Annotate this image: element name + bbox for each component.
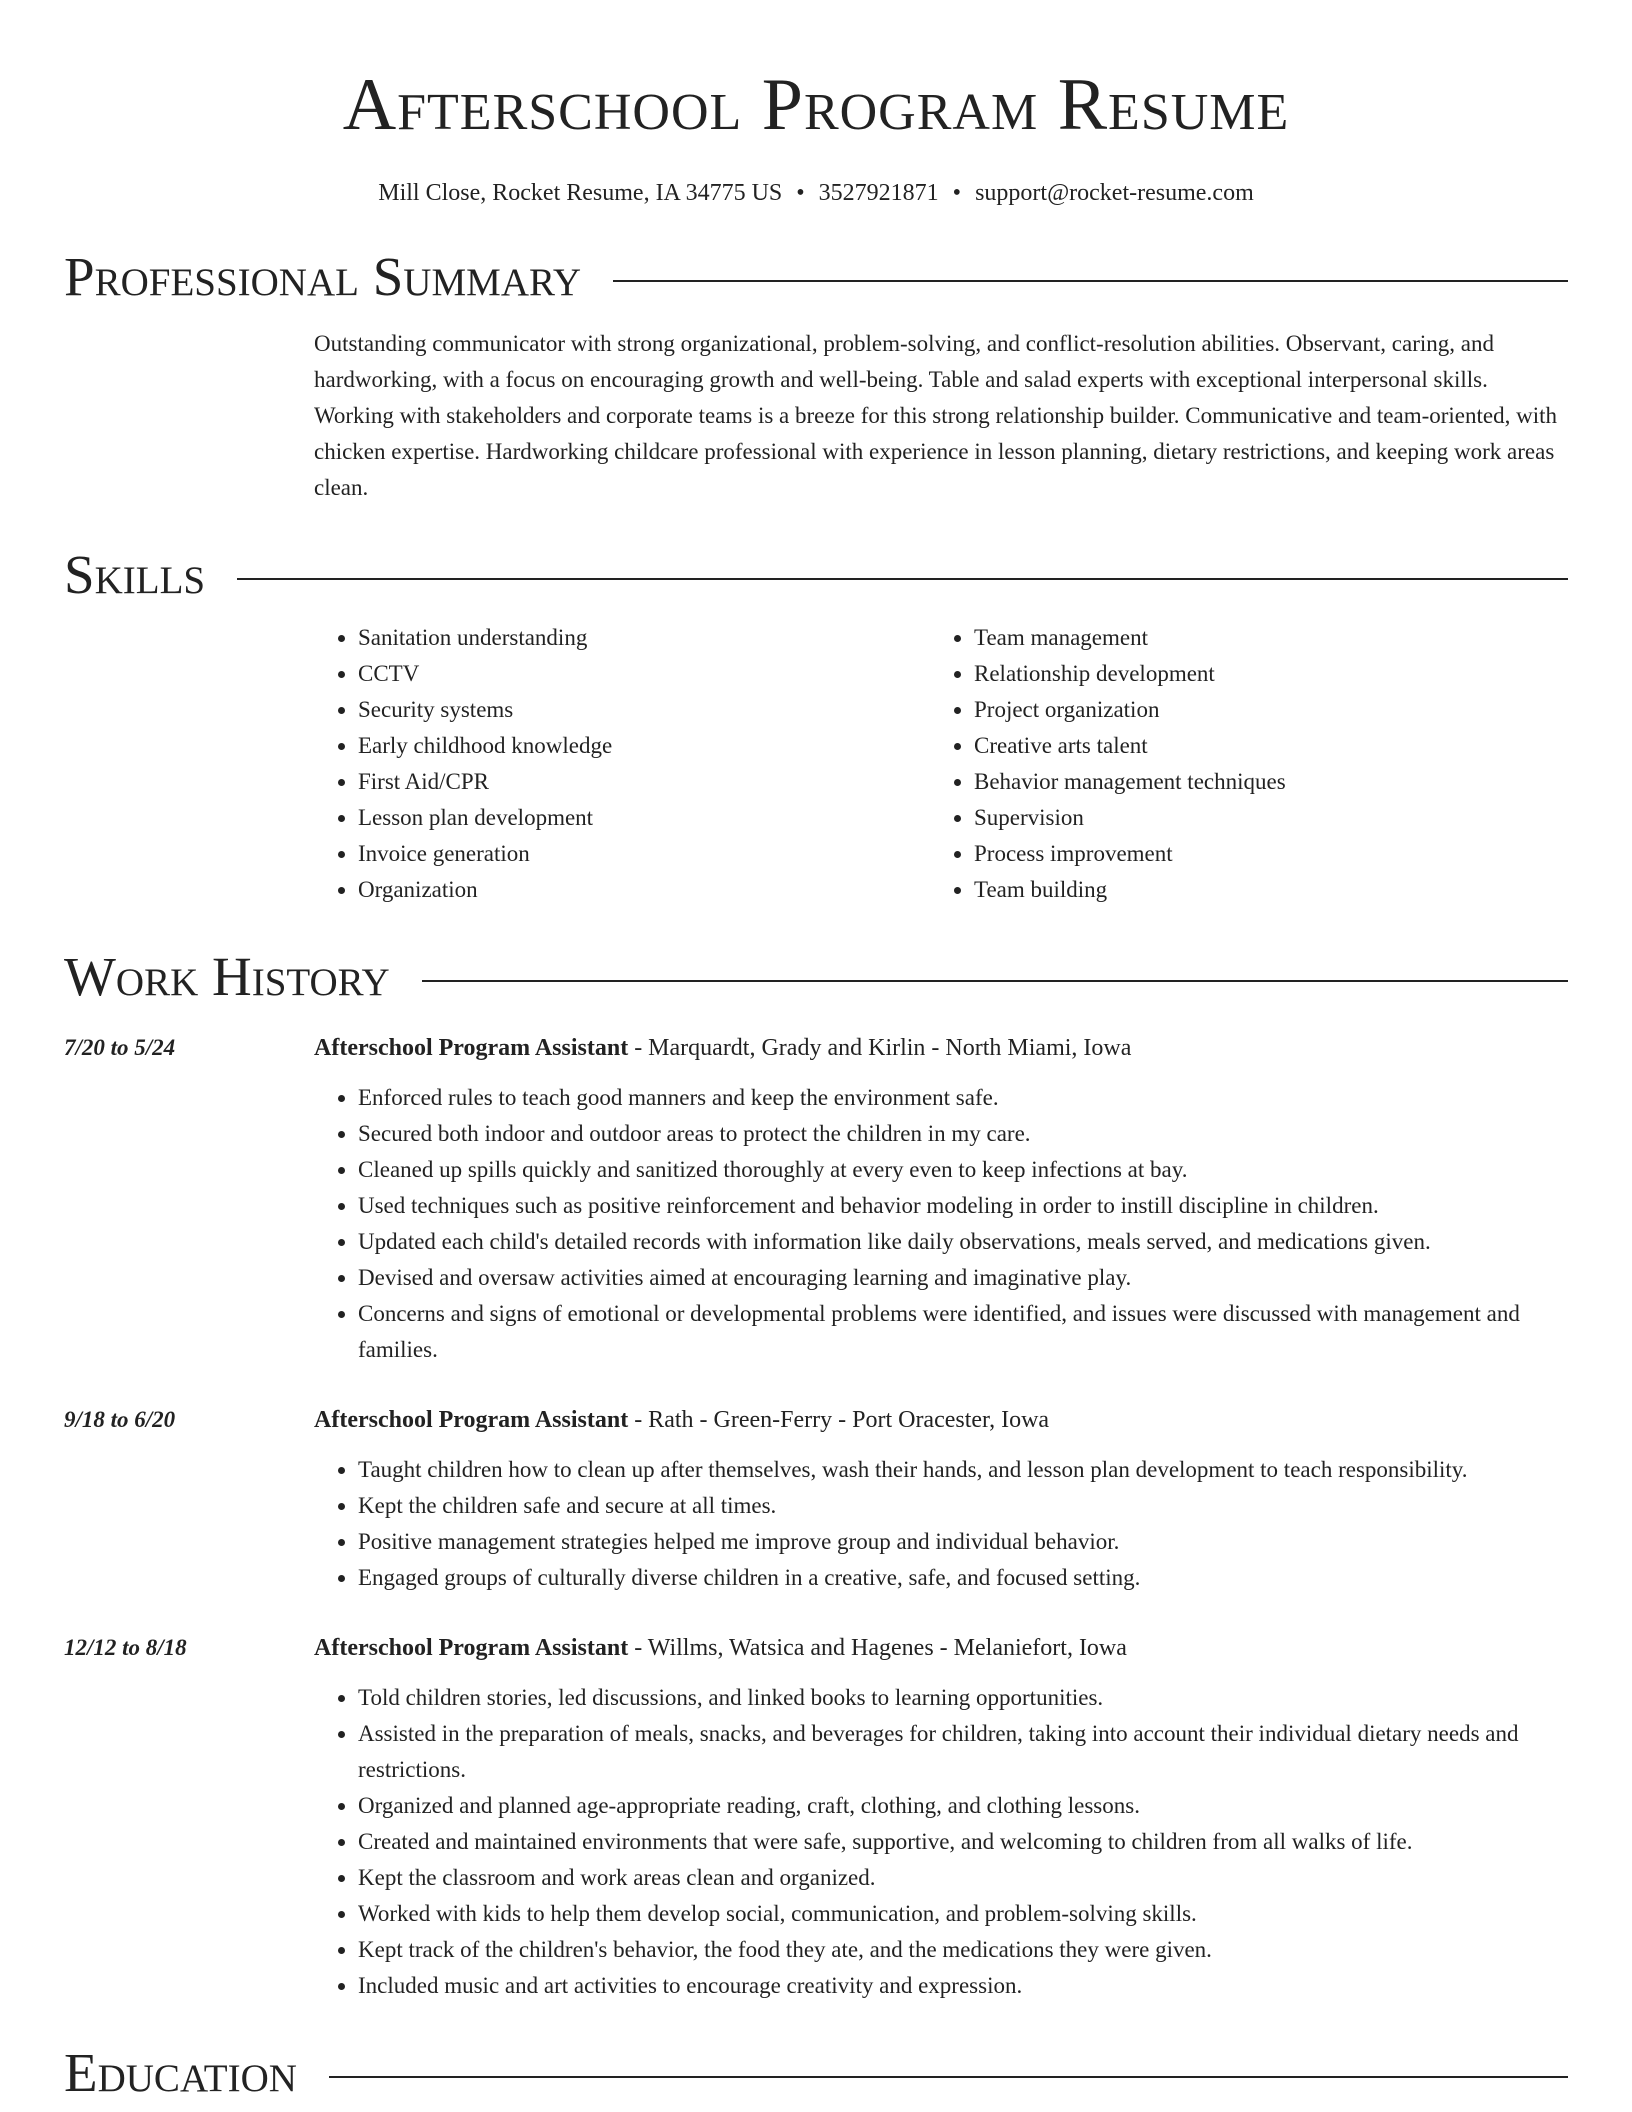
job-bullet: • Included music and art activities to encourage creativity and expression. <box>358 1968 1568 2004</box>
skill-item: • Security systems <box>358 692 930 728</box>
section-title-work: Work History <box>64 946 390 1007</box>
phone: 3527921871 <box>818 180 939 206</box>
job-body <box>314 1402 1568 1596</box>
summary-text: Outstanding communicator with strong organizational, problem-solving, and conflict-resolution abilities. Observant, caring, and hardworking, with a focus on encouraging growth and well-being. Table and salad experts with exceptional interpersonal skills. Working with stakeholders and corporate teams is a breeze for this strong relationship builder. Communicative and team-oriented, with chicken expertise. Hardworking childcare professional with experience in lesson planning, dietary restrictions, and keeping work areas clean. <box>314 331 1557 500</box>
job-bullet: • Kept the children safe and secure at all times. <box>358 1488 1568 1524</box>
job-bullets <box>314 1452 1568 1596</box>
job-entry <box>64 1630 1568 2004</box>
skill-item: • CCTV <box>358 656 930 692</box>
job-bullet: • Devised and oversaw activities aimed at encouraging learning and imaginative play. <box>358 1260 1568 1296</box>
job-bullet: • Engaged groups of culturally diverse children in a creative, safe, and focused setting. <box>358 1560 1568 1596</box>
skill-item: • Lesson plan development <box>358 800 930 836</box>
job-bullet: • Enforced rules to teach good manners and keep the environment safe. <box>358 1080 1568 1116</box>
job-dates: 7/20 to 5/24 <box>64 1035 176 1060</box>
section-title-skills: Skills <box>64 544 206 605</box>
job-bullets <box>314 1680 1568 2004</box>
address: Mill Close, Rocket Resume, IA 34775 US <box>378 180 783 206</box>
job-title: Afterschool Program Assistant <box>314 1035 629 1061</box>
job-entry <box>64 1402 1568 1596</box>
skill-item: • Organization <box>358 872 930 908</box>
job-employer: - Willms, Watsica and Hagenes - Melaniefort, Iowa <box>628 1635 1127 1661</box>
job-dates: 9/18 to 6/20 <box>64 1407 176 1432</box>
skill-item: • Team management <box>974 620 1546 656</box>
job-bullet: • Used techniques such as positive reinforcement and behavior modeling in order to instill discipline in children. <box>358 1188 1568 1224</box>
job-bullet: • Taught children how to clean up after themselves, wash their hands, and lesson plan development to teach responsibility. <box>358 1452 1568 1488</box>
job-body <box>314 1030 1568 1368</box>
separator-dot: • <box>952 180 962 206</box>
skills-list-left <box>314 620 930 908</box>
job-bullet: • Concerns and signs of emotional or developmental problems were identified, and issues were discussed with management and families. <box>358 1296 1568 1368</box>
job-bullet: • Created and maintained environments that were safe, supportive, and welcoming to children from all walks of life. <box>358 1824 1568 1860</box>
job-bullet: • Cleaned up spills quickly and sanitized thoroughly at every even to keep infections at bay. <box>358 1152 1568 1188</box>
job-employer: - Rath - Green-Ferry - Port Oracester, Iowa <box>628 1407 1050 1433</box>
job-dates: 12/12 to 8/18 <box>64 1635 187 1660</box>
section-title-summary: Professional Summary <box>64 246 582 307</box>
section-rule <box>422 980 1568 982</box>
skill-item: • Behavior management techniques <box>974 764 1546 800</box>
skill-item: • Project organization <box>974 692 1546 728</box>
work-section-header <box>64 942 1568 1012</box>
section-rule <box>329 2076 1568 2078</box>
job-bullet: • Told children stories, led discussions, and linked books to learning opportunities. <box>358 1680 1568 1716</box>
summary-section-header <box>64 242 1568 312</box>
skills-list-right <box>930 620 1546 908</box>
skill-item: • Process improvement <box>974 836 1546 872</box>
job-title: Afterschool Program Assistant <box>314 1635 629 1661</box>
skills-section-header <box>64 540 1568 610</box>
contact-line <box>64 178 1568 208</box>
section-rule <box>613 280 1568 282</box>
skill-item: • Relationship development <box>974 656 1546 692</box>
skill-item: • Creative arts talent <box>974 728 1546 764</box>
skill-item: • Supervision <box>974 800 1546 836</box>
job-bullets <box>314 1080 1568 1368</box>
skills-columns <box>314 620 1568 908</box>
job-bullet: • Positive management strategies helped me improve group and individual behavior. <box>358 1524 1568 1560</box>
resume-title: Afterschool Program Resume <box>342 64 1290 146</box>
job-employer: - Marquardt, Grady and Kirlin - North Miami, Iowa <box>628 1035 1132 1061</box>
job-title-line <box>314 1030 1568 1066</box>
job-bullet: • Kept the classroom and work areas clean and organized. <box>358 1860 1568 1896</box>
job-bullet: • Kept track of the children's behavior, the food they ate, and the medications they were given. <box>358 1932 1568 1968</box>
section-rule <box>237 578 1568 580</box>
skill-item: • Early childhood knowledge <box>358 728 930 764</box>
skill-item: • Invoice generation <box>358 836 930 872</box>
separator-dot: • <box>796 180 805 206</box>
email: support@rocket-resume.com <box>975 180 1254 206</box>
education-section-header <box>64 2038 1568 2108</box>
job-bullet: • Worked with kids to help them develop social, communication, and problem-solving skills. <box>358 1896 1568 1932</box>
job-bullet: • Secured both indoor and outdoor areas to protect the children in my care. <box>358 1116 1568 1152</box>
section-title-education: Education <box>64 2042 297 2103</box>
job-title-line <box>314 1402 1568 1438</box>
skill-item: • Team building <box>974 872 1546 908</box>
job-title-line <box>314 1630 1568 1666</box>
skill-item: • Sanitation understanding <box>358 620 930 656</box>
job-bullet: • Assisted in the preparation of meals, snacks, and beverages for children, taking into account their individual dietary needs and restrictions. <box>358 1716 1568 1788</box>
job-bullet: • Organized and planned age-appropriate reading, craft, clothing, and clothing lessons. <box>358 1788 1568 1824</box>
job-title: Afterschool Program Assistant <box>314 1407 629 1433</box>
job-body <box>314 1630 1568 2004</box>
job-entry <box>64 1030 1568 1368</box>
job-bullet: • Updated each child's detailed records with information like daily observations, meals served, and medications given. <box>358 1224 1568 1260</box>
skill-item: • First Aid/CPR <box>358 764 930 800</box>
